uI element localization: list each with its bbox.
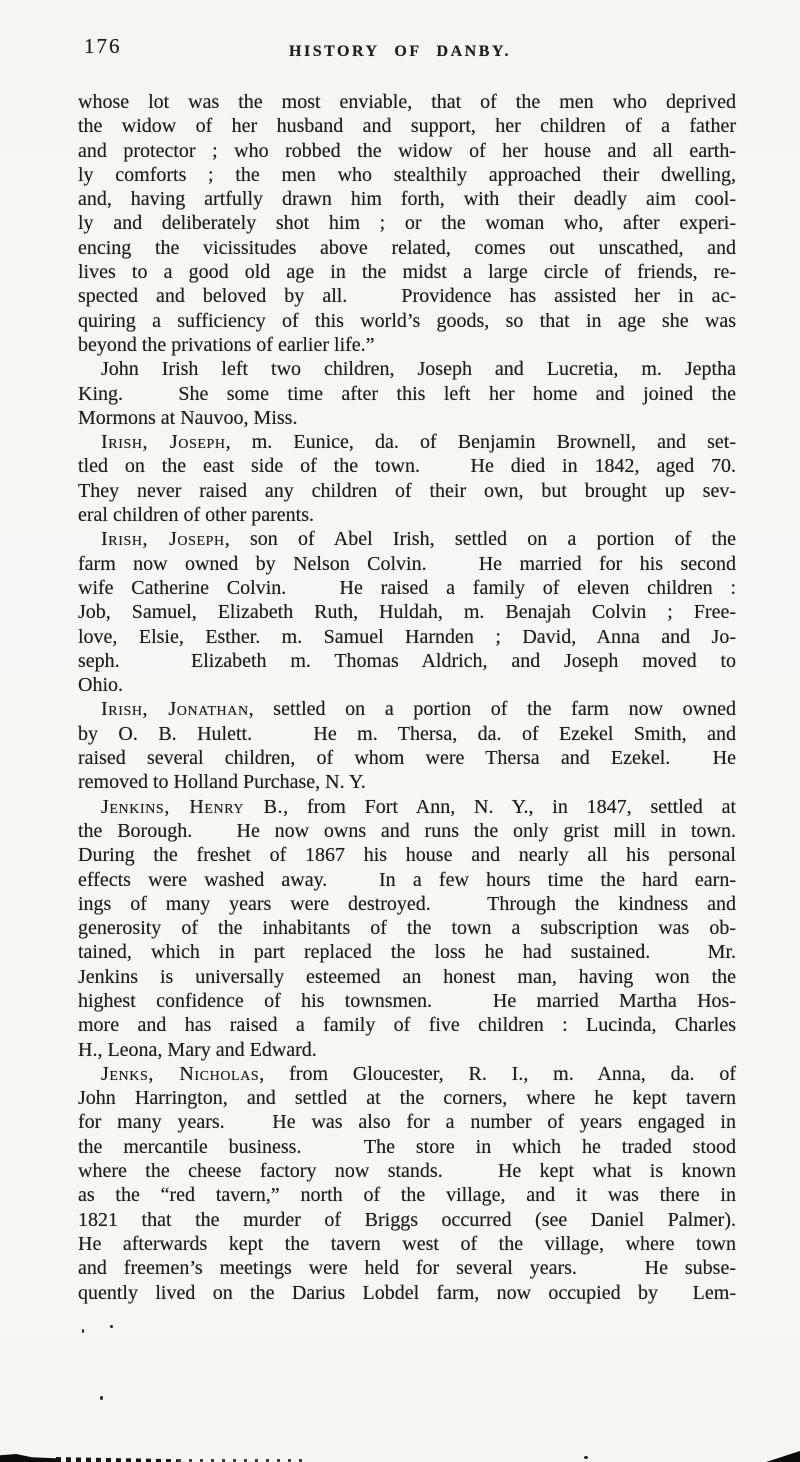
scan-speck bbox=[100, 1396, 103, 1400]
text-line: Irish, Joseph, son of Abel Irish, settled on a portion of the bbox=[101, 528, 736, 551]
text-line: Jenkins, Henry B., from Fort Ann, N. Y., in 1847, settled at bbox=[101, 795, 737, 818]
text-line: wife Catherine Colvin. He raised a family of eleven children : bbox=[78, 576, 736, 599]
text-line: beyond the privations of earlier life.” bbox=[78, 333, 375, 356]
scan-speck bbox=[110, 1325, 113, 1328]
surname-smallcaps: Jenkins, Henry B. bbox=[101, 795, 284, 818]
text-line: more and has raised a family of five children : Lucinda, Charles bbox=[78, 1014, 736, 1037]
text-line: ings of many years were destroyed. Through the kindness and bbox=[78, 892, 736, 915]
text-line: and protector ; who robbed the widow of her house and all earth- bbox=[78, 139, 736, 162]
text-line: for many years. He was also for a number of years engaged in bbox=[78, 1111, 736, 1134]
scan-speck bbox=[82, 1329, 84, 1333]
text-line: quiring a sufficiency of this world’s goods, so that in age she was bbox=[78, 309, 736, 332]
text-line: Irish, Jonathan, settled on a portion of the farm now owned bbox=[101, 698, 736, 721]
scan-speck bbox=[584, 1456, 588, 1459]
text-line: He afterwards kept the tavern west of the village, where town bbox=[78, 1232, 736, 1255]
paragraph bbox=[78, 527, 736, 697]
paragraph bbox=[78, 357, 736, 430]
text-line: the Borough. He now owns and runs the only grist mill in town. bbox=[78, 819, 736, 842]
surname-smallcaps: Jenks, Nicholas bbox=[101, 1062, 260, 1085]
paragraph bbox=[78, 430, 736, 527]
text-line: removed to Holland Purchase, N. Y. bbox=[78, 771, 366, 794]
text-line: spected and beloved by all. Providence has assisted her in ac- bbox=[78, 285, 736, 308]
text-line: lives to a good old age in the midst a large circle of friends, re- bbox=[78, 261, 736, 284]
text-line: Ohio. bbox=[78, 674, 123, 697]
paragraph bbox=[78, 90, 736, 357]
text-line: H., Leona, Mary and Edward. bbox=[78, 1038, 317, 1061]
text-line: Irish, Joseph, m. Eunice, da. of Benjamin Brownell, and set- bbox=[101, 431, 736, 454]
scan-artifact-corner bbox=[766, 1451, 800, 1462]
surname-smallcaps: Irish, Jonathan bbox=[101, 698, 249, 721]
text-line: During the freshet of 1867 his house and nearly all his personal bbox=[78, 844, 736, 867]
paragraph bbox=[78, 795, 736, 1062]
text-line: love, Elsie, Esther. m. Samuel Harnden ; David, Anna and Jo- bbox=[78, 625, 736, 648]
text-line: raised several children, of whom were Thersa and Ezekel. He bbox=[78, 747, 736, 770]
scan-artifact-bottom-dashes bbox=[56, 1457, 178, 1462]
text-line: Job, Samuel, Elizabeth Ruth, Huldah, m. Benajah Colvin ; Free- bbox=[78, 601, 736, 624]
text-line: highest confidence of his townsmen. He married Martha Hos- bbox=[78, 989, 736, 1012]
text-line: as the “red tavern,” north of the village, and it was there in bbox=[78, 1184, 736, 1207]
paragraph bbox=[78, 1062, 736, 1305]
text-line: and, having artfully drawn him forth, with their deadly aim cool- bbox=[78, 188, 736, 211]
page-number: 176 bbox=[84, 34, 122, 58]
text-line: whose lot was the most enviable, that of the men who deprived bbox=[78, 91, 736, 113]
text-line: quently lived on the Darius Lobdel farm, now occupied by Lem- bbox=[78, 1281, 736, 1304]
scan-artifact-bottom-strip bbox=[0, 1454, 58, 1462]
text-line: 1821 that the murder of Briggs occurred (see Daniel Palmer). bbox=[78, 1208, 736, 1231]
text-line: eral children of other parents. bbox=[78, 504, 315, 527]
text-line: tained, which in part replaced the loss he had sustained. Mr. bbox=[78, 941, 736, 964]
text-line: the widow of her husband and support, her children of a father bbox=[78, 115, 736, 138]
paragraph bbox=[78, 697, 736, 794]
text-line: They never raised any children of their own, but brought up sev- bbox=[78, 479, 736, 502]
text-line: ly and deliberately shot him ; or the woman who, after experi- bbox=[78, 212, 736, 235]
text-line: Mormons at Nauvoo, Miss. bbox=[78, 406, 298, 429]
surname-smallcaps: Irish, Joseph bbox=[101, 431, 226, 454]
text-line: and freemen’s meetings were held for several years. He subse- bbox=[78, 1257, 736, 1280]
text-line: John Harrington, and settled at the corners, where he kept tavern bbox=[78, 1087, 736, 1110]
text-line: tled on the east side of the town. He died in 1842, aged 70. bbox=[78, 455, 736, 478]
text-line: encing the vicissitudes above related, comes out unscathed, and bbox=[78, 236, 736, 259]
text-line: John Irish left two children, Joseph and Lucretia, m. Jeptha bbox=[101, 358, 736, 381]
text-line: by O. B. Hulett. He m. Thersa, da. of Ezekel Smith, and bbox=[78, 722, 736, 745]
text-line: Jenkins is universally esteemed an honest man, having won the bbox=[78, 965, 736, 988]
text-line: effects were washed away. In a few hours time the hard earn- bbox=[78, 868, 736, 891]
text-line: Jenks, Nicholas, from Gloucester, R. I., m. Anna, da. of bbox=[101, 1062, 736, 1085]
running-title: HISTORY OF DANBY. bbox=[289, 43, 511, 60]
text-line: the mercantile business. The store in which he traded stood bbox=[78, 1135, 736, 1158]
text-column bbox=[78, 90, 736, 1305]
text-line: ly comforts ; the men who stealthily approached their dwelling, bbox=[78, 163, 736, 186]
text-line: King. She some time after this left her home and joined the bbox=[78, 382, 736, 405]
text-line: where the cheese factory now stands. He kept what is known bbox=[78, 1160, 736, 1183]
text-line: seph. Elizabeth m. Thomas Aldrich, and Joseph moved to bbox=[78, 649, 736, 672]
text-line: generosity of the inhabitants of the town a subscription was ob- bbox=[78, 917, 736, 940]
text-line: farm now owned by Nelson Colvin. He married for his second bbox=[78, 552, 736, 575]
surname-smallcaps: Irish, Joseph bbox=[101, 528, 225, 551]
